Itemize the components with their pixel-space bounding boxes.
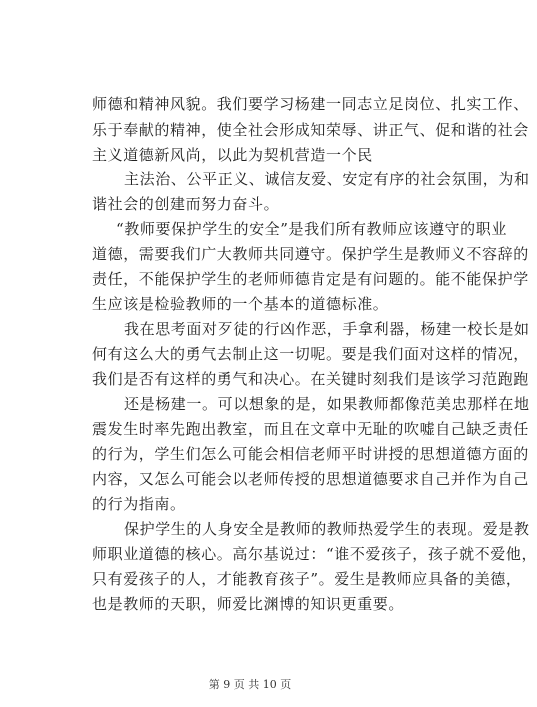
text-line: 的行为，学生们怎么可能会相信老师平时讲授的思想道德方面的 — [92, 445, 529, 463]
text-line: 震发生时率先跑出教室，而且在文章中无耻的吹嘘自己缺乏责任 — [92, 420, 529, 438]
text-line: 的行为指南。 — [92, 495, 186, 513]
text-line: 只有爱孩子的人，才能教育孩子”。爱生是教师应具备的美德， — [92, 570, 522, 588]
text-line: 师德和精神风貌。我们要学习杨建一同志立足岗位、扎实工作、 — [92, 95, 529, 113]
text-line: 谐社会的创建而努力奋斗。 — [92, 195, 280, 213]
page-number-footer: 第 9 页 共 10 页 — [208, 678, 292, 691]
text-line: 责任，不能保护学生的老师师德肯定是有问题的。能不能保护学 — [92, 270, 529, 288]
text-line: 也是教师的天职，师爱比渊博的知识更重要。 — [92, 595, 405, 613]
text-line: 保护学生的人身安全是教师的教师热爱学生的表现。爱是教 — [124, 520, 530, 538]
text-line: 还是杨建一。可以想象的是，如果教师都像范美忠那样在地 — [124, 395, 530, 413]
text-line: 我们是否有这样的勇气和决心。在关键时刻我们是该学习范跑跑 — [92, 370, 529, 388]
text-line: 道德，需要我们广大教师共同遵守。保护学生是教师义不容辞的 — [92, 245, 529, 263]
text-line: 内容，又怎么可能会以老师传授的思想道德要求自己并作为自己 — [92, 470, 529, 488]
text-line: 师职业道德的核心。高尔基说过：“谁不爱孩子，孩子就不爱他， — [92, 545, 537, 563]
text-line: 生应该是检验教师的一个基本的道德标准。 — [92, 295, 389, 313]
text-line: 乐于奉献的精神，使全社会形成知荣辱、讲正气、促和谐的社会 — [92, 121, 529, 139]
text-line: “教师要保护学生的安全”是我们所有教师应该遵守的职业 — [116, 220, 507, 238]
text-line: 主义道德新风尚，以此为契机营造一个民 — [92, 146, 373, 164]
text-line: 我在思考面对歹徒的行凶作恶，手拿利器，杨建一校长是如 — [124, 320, 530, 338]
text-line: 主法治、公平正义、诚信友爱、安定有序的社会氛围，为和 — [124, 170, 530, 188]
text-line: 何有这么大的勇气去制止这一切呢。要是我们面对这样的情况， — [92, 345, 529, 363]
